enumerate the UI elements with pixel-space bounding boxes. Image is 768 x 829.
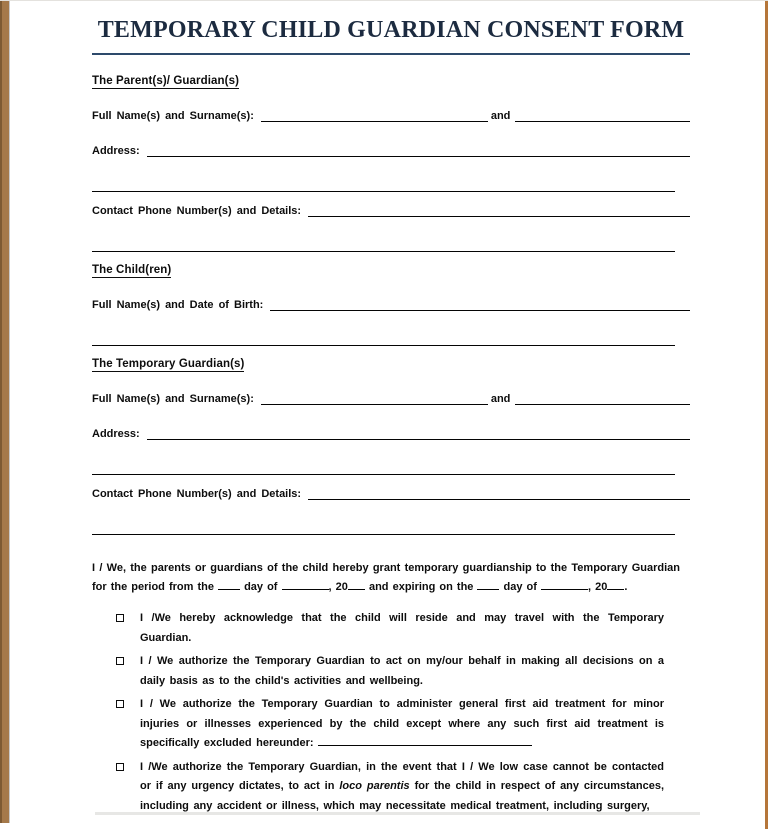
clause-checkbox-3[interactable] [116, 700, 124, 708]
guardian-contact-field[interactable] [308, 487, 690, 500]
clause-checkbox-4[interactable] [116, 763, 124, 771]
end-year-field[interactable] [607, 579, 624, 590]
parents-name-field-1[interactable] [261, 109, 488, 122]
parents-address-row [92, 144, 690, 157]
section-heading-child: The Child(ren) [92, 264, 172, 276]
loco-parentis-term: loco parentis [339, 780, 410, 792]
child-name-row-2 [92, 333, 690, 346]
document-page [92, 1, 690, 816]
clause-text-1: I /We hereby acknowledge that the child will reside and may travel with the Temporary Guardian. [140, 612, 664, 644]
start-day-field[interactable] [218, 579, 240, 590]
end-month-field[interactable] [541, 579, 588, 590]
parents-contact-row [92, 204, 690, 217]
clause-text-3: I / We authorize the Temporary Guardian to administer general first aid treatment for minor injuries or illnesses experienced by the child except where any such first aid treatment is specifically excluded hereunder: [140, 698, 664, 749]
child-name-dob-field-2[interactable] [92, 333, 675, 346]
guardian-contact-field-2[interactable] [92, 522, 675, 535]
grant-paragraph [92, 559, 690, 597]
clause-item-4 [116, 758, 664, 817]
guardian-address-row [92, 427, 690, 440]
parents-contact-field[interactable] [308, 204, 690, 217]
contact-label: Contact Phone Number(s) and Details: [92, 205, 302, 217]
parents-name-field-2[interactable] [515, 109, 690, 122]
clause-item-1 [116, 609, 664, 648]
page-title: TEMPORARY CHILD GUARDIAN CONSENT FORM [97, 17, 685, 43]
full-name-surname-label: Full Name(s) and Surname(s): [92, 110, 254, 122]
end-day-field[interactable] [477, 579, 499, 590]
clause-checkbox-2[interactable] [116, 657, 124, 665]
clause-item-2 [116, 652, 664, 691]
grant-text-7: . [624, 581, 628, 593]
and-label: and [490, 393, 511, 405]
grant-text-4: and expiring on the [368, 581, 474, 593]
grant-text-2: day of [244, 581, 278, 593]
child-name-dob-field[interactable] [270, 298, 690, 311]
grant-text-3: , 20 [328, 581, 348, 593]
section-heading-guardian: The Temporary Guardian(s) [92, 358, 245, 370]
clause-checkbox-1[interactable] [116, 614, 124, 622]
start-month-field[interactable] [282, 579, 329, 590]
grant-text-5: day of [503, 581, 537, 593]
guardian-contact-row [92, 487, 690, 500]
title-rule [92, 53, 690, 55]
parents-address-field[interactable] [147, 144, 690, 157]
clause-list [116, 609, 664, 816]
clause-text-4: I /We authorize the Temporary Guardian, in the event that I / We low case cannot be contacted or if any urgency dictates, to act in loco parentis for the child in respect of any circumstances, including any accident or illness, which may necessitate medical treatment, including surgery, [140, 760, 665, 812]
contact-label: Contact Phone Number(s) and Details: [92, 488, 302, 500]
guardian-contact-row-2 [92, 522, 690, 535]
parents-name-row [92, 109, 690, 122]
child-name-row [92, 298, 690, 311]
start-year-field[interactable] [348, 579, 365, 590]
guardian-name-field-1[interactable] [261, 392, 488, 405]
page-bottom-artifact [95, 812, 700, 815]
address-label: Address: [92, 145, 140, 157]
and-label: and [490, 110, 511, 122]
address-label: Address: [92, 428, 140, 440]
parents-contact-row-2 [92, 239, 690, 252]
guardian-name-row [92, 392, 690, 405]
page-left-border [0, 1, 10, 823]
excluded-treatment-field[interactable] [318, 735, 532, 746]
clause-item-3 [116, 695, 664, 754]
full-name-surname-label: Full Name(s) and Surname(s): [92, 393, 254, 405]
guardian-address-field-2[interactable] [92, 462, 675, 475]
grant-text-1: I / We, the parents or guardians of the child hereby grant temporary guardianship to the Temporary Guardian for the period from the [92, 562, 680, 593]
guardian-address-row-2 [92, 462, 690, 475]
parents-contact-field-2[interactable] [92, 239, 675, 252]
grant-text-6: , 20 [588, 581, 608, 593]
clause-text-2: I / We authorize the Temporary Guardian to act on my/our behalf in making all decisions on a daily basis as to the child's activities and wellbeing. [140, 655, 664, 687]
guardian-name-field-2[interactable] [515, 392, 690, 405]
section-heading-parents: The Parent(s)/ Guardian(s) [92, 75, 240, 87]
parents-address-field-2[interactable] [92, 179, 675, 192]
parents-address-row-2 [92, 179, 690, 192]
full-name-dob-label: Full Name(s) and Date of Birth: [92, 299, 264, 311]
guardian-address-field[interactable] [147, 427, 690, 440]
